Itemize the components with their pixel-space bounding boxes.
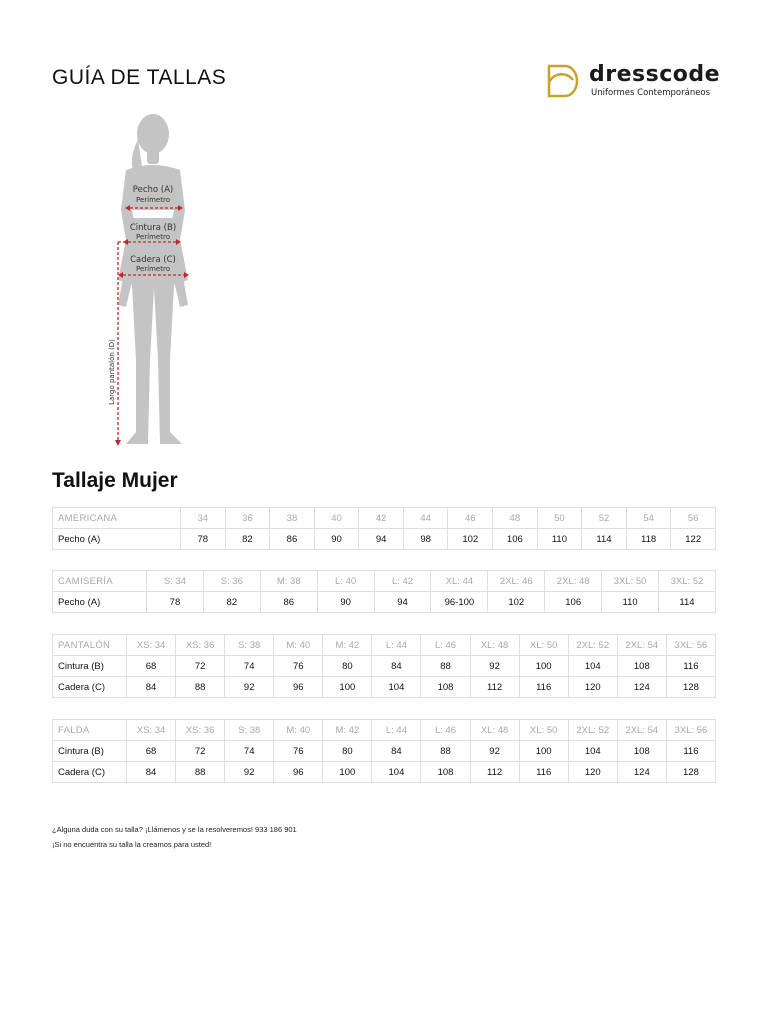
help-note-phone: ¿Alguna duda con su talla? ¡Llámenos y se la resolveremos! 933 186 901 [52,825,297,834]
table-cell: 78 [147,592,204,613]
table-cell: 96 [274,762,323,783]
table-cell: 124 [617,762,666,783]
brand-name: dresscode [589,62,721,87]
table-title: CAMISERÍA [53,571,147,592]
table-cell: 68 [127,741,176,762]
brand-logo [545,62,721,102]
table-cell: 104 [372,762,421,783]
figure-label-cadera: Cadera (C) [130,255,176,265]
table-cell: 92 [225,677,274,698]
table-cell: 114 [659,592,716,613]
size-header: XS: 36 [176,635,225,656]
table-cell: 120 [568,762,617,783]
figure-label-largo: Largo pantalón (D) [108,339,116,405]
table-cell: 74 [225,656,274,677]
size-header: M: 40 [274,635,323,656]
table-cell: 84 [127,677,176,698]
table-cell: 80 [323,741,372,762]
row-label: Cintura (B) [53,741,127,762]
table-cell: 74 [225,741,274,762]
size-header: 3XL: 56 [666,720,715,741]
size-header: L: 46 [421,635,470,656]
size-header: 52 [582,508,627,529]
size-header: M: 42 [323,635,372,656]
size-header: M: 42 [323,720,372,741]
table-cell: 82 [225,529,270,550]
size-header: L: 44 [372,635,421,656]
body-measurement-figure [90,110,220,450]
table-cell: 116 [666,741,715,762]
size-table-americana [52,507,716,550]
section-title: Tallaje Mujer [52,469,178,492]
size-header: L: 46 [421,720,470,741]
size-header: L: 42 [374,571,431,592]
table-cell: 108 [421,677,470,698]
row-label: Pecho (A) [53,592,147,613]
table-cell: 106 [545,592,602,613]
size-header: 38 [270,508,315,529]
table-cell: 110 [602,592,659,613]
table-row [53,592,716,613]
table-cell: 98 [403,529,448,550]
size-header: 56 [671,508,716,529]
table-cell: 100 [323,677,372,698]
size-header: L: 44 [372,720,421,741]
table-cell: 68 [127,656,176,677]
table-cell: 102 [488,592,545,613]
size-header: S: 34 [147,571,204,592]
table-title: PANTALÓN [53,635,127,656]
table-cell: 90 [317,592,374,613]
table-cell: 102 [448,529,493,550]
table-cell: 84 [372,656,421,677]
table-cell: 104 [372,677,421,698]
row-label: Cintura (B) [53,656,127,677]
size-header: 46 [448,508,493,529]
size-header: M: 40 [274,720,323,741]
size-header: M: 38 [260,571,317,592]
size-header: XL: 44 [431,571,488,592]
table-cell: 106 [493,529,538,550]
size-header: XS: 34 [127,720,176,741]
size-header: S: 38 [225,720,274,741]
size-header: 34 [181,508,226,529]
table-row [53,529,716,550]
size-header: 36 [225,508,270,529]
table-row [53,741,716,762]
size-header: 50 [537,508,582,529]
table-cell: 92 [470,656,519,677]
size-header: 42 [359,508,404,529]
size-header: 2XL: 54 [617,720,666,741]
size-header: 54 [626,508,671,529]
help-note-custom: ¡Si no encuentra su talla la creamos para usted! [52,840,212,849]
table-cell: 84 [127,762,176,783]
table-cell: 78 [181,529,226,550]
table-cell: 84 [372,741,421,762]
size-header: XL: 50 [519,635,568,656]
size-header: 2XL: 52 [568,635,617,656]
table-cell: 128 [666,677,715,698]
size-header: XL: 48 [470,635,519,656]
table-cell: 112 [470,762,519,783]
table-header-row [53,635,716,656]
table-cell: 92 [470,741,519,762]
size-header: 40 [314,508,359,529]
figure-label-perimetro: Perímetro [136,233,170,241]
size-header: L: 40 [317,571,374,592]
table-cell: 94 [359,529,404,550]
page-title: GUÍA DE TALLAS [52,66,227,89]
table-cell: 76 [274,741,323,762]
table-cell: 124 [617,677,666,698]
table-cell: 108 [421,762,470,783]
size-header: 3XL: 52 [659,571,716,592]
table-cell: 100 [519,741,568,762]
size-header: XS: 34 [127,635,176,656]
size-header: 3XL: 56 [666,635,715,656]
table-cell: 96 [274,677,323,698]
table-header-row [53,508,716,529]
table-cell: 108 [617,741,666,762]
figure-label-perimetro: Perímetro [136,196,170,204]
table-cell: 104 [568,656,617,677]
table-cell: 76 [274,656,323,677]
size-table-pantalon [52,634,716,698]
table-cell: 72 [176,741,225,762]
row-label: Cadera (C) [53,677,127,698]
table-cell: 100 [519,656,568,677]
table-cell: 86 [270,529,315,550]
help-notes [52,822,297,852]
table-cell: 110 [537,529,582,550]
table-header-row [53,720,716,741]
table-cell: 120 [568,677,617,698]
figure-label-cintura: Cintura (B) [129,223,177,233]
table-row [53,762,716,783]
table-cell: 108 [617,656,666,677]
table-cell: 88 [421,741,470,762]
table-cell: 112 [470,677,519,698]
table-cell: 88 [421,656,470,677]
table-cell: 114 [582,529,627,550]
table-cell: 82 [203,592,260,613]
table-title: AMERICANA [53,508,181,529]
figure-label-perimetro: Perímetro [136,265,170,273]
table-row [53,677,716,698]
table-cell: 94 [374,592,431,613]
table-cell: 122 [671,529,716,550]
size-header: 3XL: 50 [602,571,659,592]
size-header: S: 36 [203,571,260,592]
table-cell: 118 [626,529,671,550]
size-header: 2XL: 48 [545,571,602,592]
size-table-camiseria [52,570,716,613]
table-cell: 116 [666,656,715,677]
table-cell: 88 [176,762,225,783]
size-header: XL: 48 [470,720,519,741]
brand-tagline: Uniformes Contemporáneos [591,88,711,98]
size-header: 44 [403,508,448,529]
table-cell: 72 [176,656,225,677]
table-cell: 86 [260,592,317,613]
table-cell: 92 [225,762,274,783]
size-header: 48 [493,508,538,529]
figure-label-pecho: Pecho (A) [132,185,174,195]
table-cell: 128 [666,762,715,783]
size-header: 2XL: 54 [617,635,666,656]
row-label: Pecho (A) [53,529,181,550]
size-header: XS: 36 [176,720,225,741]
table-header-row [53,571,716,592]
table-cell: 96-100 [431,592,488,613]
row-label: Cadera (C) [53,762,127,783]
female-silhouette-icon [118,114,188,444]
table-cell: 116 [519,677,568,698]
table-cell: 88 [176,677,225,698]
table-cell: 100 [323,762,372,783]
table-cell: 90 [314,529,359,550]
dresscode-logo-icon [545,62,579,100]
table-row [53,656,716,677]
size-table-falda [52,719,716,783]
table-cell: 104 [568,741,617,762]
table-title: FALDA [53,720,127,741]
table-cell: 80 [323,656,372,677]
size-header: 2XL: 46 [488,571,545,592]
size-header: S: 38 [225,635,274,656]
table-cell: 116 [519,762,568,783]
size-header: 2XL: 52 [568,720,617,741]
size-header: XL: 50 [519,720,568,741]
